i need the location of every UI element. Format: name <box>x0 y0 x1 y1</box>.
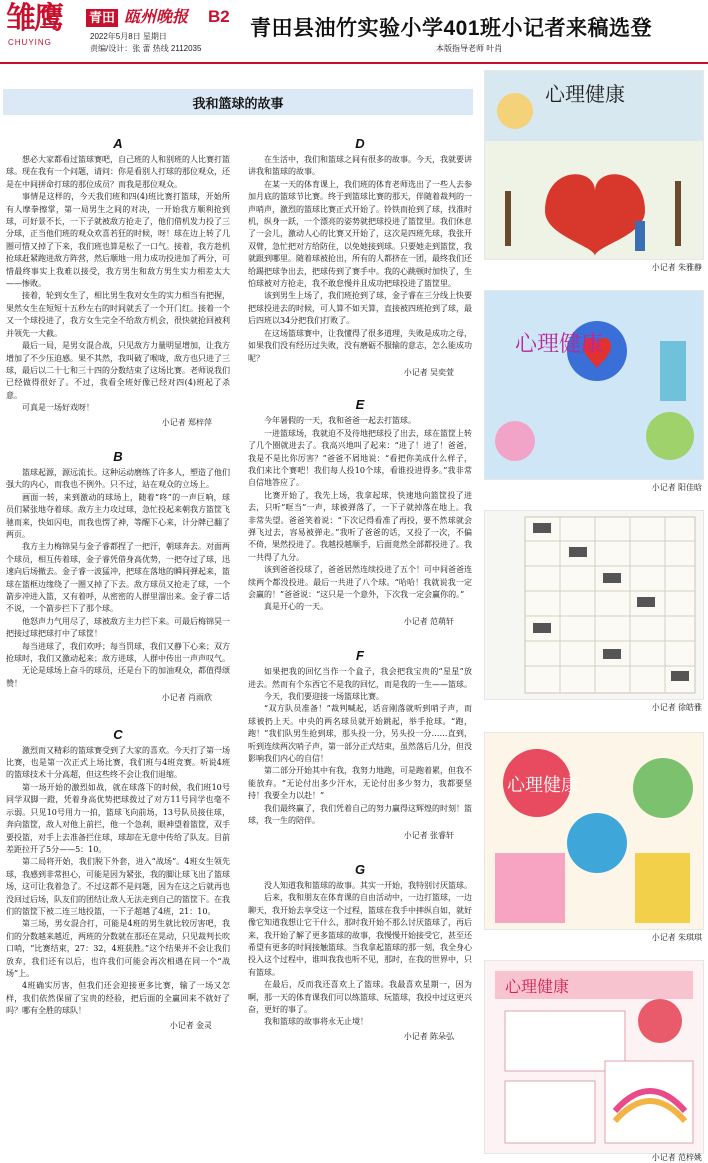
section-byline: 小记者 张睿轩 <box>403 830 454 840</box>
story-section <box>248 397 472 628</box>
artwork-2-text: 心理健康 <box>515 332 604 357</box>
section-paragraph: 我们最终赢了，我们凭着自己的努力赢得这辉煌的时刻！篮球，我一生的陪伴。 <box>248 803 472 826</box>
section-paragraph: 无论是球场上奋斗的球员，还是台下的加油观众，都值得颂赞！ <box>6 666 230 688</box>
artwork-3 <box>484 510 704 700</box>
artwork-5-caption: 小记者 范梓姚 <box>651 1153 702 1162</box>
artwork-4 <box>484 732 704 930</box>
artwork-2-caption: 小记者 阳佳晗 <box>651 483 702 492</box>
artwork-5 <box>484 960 704 1154</box>
section-byline: 小记者 陈朵弘 <box>403 1031 454 1041</box>
section-paragraph: 4班确实厉害，但我们还会迎接更多比赛，输了一场又怎样，我们依然保留了宝贵的经验，把后面的全赢回来不就好了吗？哪有全胜的球队！ <box>6 981 230 1016</box>
section-paragraph: 在某一天的体育课上，我们班的体育老师选出了一些人去参加月底的篮球节比赛。终于到篮球比赛的那天，伴随着裁判的一声哨声，激烈的篮球比赛正式开始了。铃铁而抢到了球，找准时机，纵身一跃，一个漂亮的姿势就把球投进了篮筐里。我们休息了一会儿，激动人心的比赛又开始了，这次是四班先球，我张开双臂，急忙把对方给防住，以免她接到球。只要她走到篮筐，我就跟到哪里。随着球被抢出，所有的人都挤在一团，最终我们还给踢把球争出去，把球传到了赛手中。我的心跳顿时加快了，生怕球被对方抢走，我不敢怠慢并且成功把球投进了篮筐里。 <box>248 179 472 289</box>
logo-pinyin: CHUYING <box>8 38 52 47</box>
artwork-4-text: 心理健康 <box>507 775 579 796</box>
story-title-bar <box>3 89 473 115</box>
section-paragraph: 该到男生上场了，我们班抢到了球，金子睿在三分线上快要把球投进去的时候，可人算不如天算，直接被四班抢到了球，最后四班以34分把我们打败了。 <box>248 291 472 326</box>
section-paragraph: 每当进球了，我们欢呼；每当罚球，我们又静下心来；双方抢球时，我们又激动起来；敌方进球，人群中传出一声声叹气。 <box>6 641 230 664</box>
artwork-2 <box>484 290 704 480</box>
section-paragraph: 想必大家都看过篮球赛吧，自己班的人和别班的人比赛打篮球。现在我有一个问题，请问：你是看别人打球的那位观众，还是在中间拼命打球的那位成员？而我是那位观众。 <box>6 155 230 189</box>
section-byline: 小记者 肖雨欣 <box>161 693 212 703</box>
section-paragraph: 事情是这样的，今天我们班和四(4)班比赛打篮球，开始所有人摩拳擦掌，第一局男生之间的对决，一开始我方顺利抢到球，可好景不长，一下子就被敌方抢走了，他们借机发力投了三分球，正当他们班的观众欢喜若狂的时候，呀！球在边上转了几圈可惜又掉了下来，我们班也算是松了一口气。接着，我方趁机抢球赶紧跑进敌方阵营，然后顺地一用力成功投进加了两分，可惜最终事实上我难以接受，我方男生和敌方男生实力相差太大——惨败。 <box>6 192 230 289</box>
section-paragraph: 如果把我的回忆当作一个盒子，我会把我宝贵的“星星”放进去。然而有个东西它不是我的回忆，而是我的一生——篮球。 <box>248 667 472 689</box>
section-paragraph: 他怒声力气用尽了，球被敌方主力拦下来。可最后梅锦昊一把接过球把球打中了球筐！ <box>6 616 230 639</box>
section-paragraph: 第二局将开始，我们脱下外套，进入“战场”。4班女生领先球，我感到非常担心，可能是因为紧张，我的脚让球飞出了篮球场，这可让我着急了。不过这都不是问题，因为在这之后就再也没回过后场，队友们的团结让敌人无法走到自己的篮筐下。在我们的篮筐下被二连三地投篮，一下子超越了4班，21：10。 <box>6 857 230 916</box>
section-byline: 小记者 吴奕萱 <box>403 367 454 377</box>
section-letter: B <box>113 448 123 464</box>
story-section <box>248 136 472 379</box>
section-letter: C <box>113 726 123 742</box>
section-paragraph: 后来，我和朋友在体育课的自由活动中，一边打篮球，一边聊天，我开始去享受这一个过程，篮球在我手中摔纵自如，就好像它知道我想让它干什么，那时我开始不那么讨厌篮球了，再后来，我开始了解了更多篮球的故事，我慢慢开始接受它，甚至还希望有更多的时间接触篮球。当我拿起篮球的那一刻，我全身心投入这个过程中，谁叫我我也听不见，那时，在我的世界中，只有篮球。 <box>248 893 472 977</box>
issue-date: 2022年5月8日 星期日 <box>90 32 167 41</box>
section-paragraph: 该到爸爸投球了，爸爸居然连续投进了五个！可中间爸爸连续两个都没投进。最后一共进了八个球。“哈哈！我就说我一定会赢的！”爸爸说：“这只是一个意外，下次我一定会赢你的。” <box>248 565 472 599</box>
section-paragraph: 可真是一场好戏呀！ <box>22 403 94 413</box>
section-paragraph: 第二部分开始其中有我，我努力地跑，可是跑着累，但我不能放弃。“无论付出多少汗水，无论付出多少努力，我都要坚持！我要全力以赴！” <box>248 766 472 801</box>
story-section <box>248 648 472 842</box>
section-byline: 小记者 郑梓萍 <box>161 417 212 427</box>
section-byline: 小记者 范萌轩 <box>403 616 454 626</box>
editor-line: 责编/设计：张 蕾 热线 2112035 <box>90 44 202 53</box>
story-section <box>6 727 230 1032</box>
section-paragraph: 激烈而又精彩的篮球赛受到了大家的喜欢。今天打了第一场比赛，也是第一次正式上场比赛，我们班与4班竞赛。听说4班的篮球技术十分高超，但这些终不会让我们退缩。 <box>6 745 230 780</box>
section-paragraph: 篮球起源，源远流长。这种运动磨练了许多人，塑造了他们强大的内心，而我也不例外。只不过，站在观众的立场上。 <box>6 467 230 490</box>
artwork-1-caption: 小记者 朱雅静 <box>651 263 702 272</box>
section-paragraph: 画面一转，来到激动的球场上，随着“咚”的一声巨响，球员们紧张地夺着球。敌方主力攻过球，急忙投起来朝我方篮筐飞驰而来，快如闪电，而我也愣了神，等醒下心来，计分牌已翻了两页。 <box>6 492 230 539</box>
section-paragraph: 在最后，反而我还喜欢上了篮球。我最喜欢星期一，因为啊，那一天的体育课我们可以练篮球、玩篮球，我投中过这更兴奋，更好的事了。 <box>248 980 472 1014</box>
section-paragraph: 在生活中，我们和篮球之间有很多的故事。今天，我就要讲讲我和篮球的故事。 <box>248 155 472 177</box>
section-letter: A <box>113 136 123 151</box>
newspaper-name: 瓯州晚报 <box>124 7 189 26</box>
section-paragraph: 我方主力梅锦昊与金子睿都捏了一把汗，朝球奔去。对面两个球员，相互传着球，金子睿凭借身高优势，一把夺过了球，迅速向后场撤去。金子睿一波猛冲，把球在落地的瞬间弹起来，篮球在篮框边缘绕了一圈又掉了下去。敌方球员又抢走了球，一个箭步冲进入篮，又有着呼，从密密的人群里溜出来。金子睿二话不说，一个箭步拦下了那个球。 <box>6 542 230 614</box>
artwork-1-text: 心理健康 <box>545 82 625 106</box>
section-paragraph: 没人知道我和篮球的故事。其实一开始，我特别讨厌篮球。 <box>264 880 472 890</box>
section-letter: E <box>355 397 365 413</box>
page-headline: 青田县油竹实验小学401班小记者来稿选登 <box>250 17 653 40</box>
section-paragraph: 第一场开始的激烈如战，就在球落下的时候，我们班10号同学双脚一蹬，凭着身高优势把球拨过了对方11号同学也毫不示弱。只见10号用力一拍，篮球飞向前场，13号队员接住球，奔向篮筐，敌人对他上前拦，他一个急刹，眼神望着篮筐，双手要投篮，对手上去准备拦住球，球却在无意中传给了队友。目前差距拉开了5分——5：10。 <box>6 782 230 854</box>
page-code: B2 <box>208 7 230 26</box>
artwork-5-text: 心理健康 <box>505 977 570 996</box>
artwork-3-caption: 小记者 徐皓雅 <box>651 703 702 712</box>
masthead-rule <box>0 62 708 64</box>
section-paragraph: 真是开心的一天。 <box>264 602 328 612</box>
section-byline: 小记者 金灵 <box>169 1020 212 1030</box>
section-paragraph: “双方队员准备！”裁判喊起，话音刚落就听到哨子声，而球被扔上天。中央的两名球员就开始跳起，举手抢球。“跑，跑！”我们队男生抢到球，那头投一分，另头投一分……直到，听到连续两次哨子声，第一部分正式结束，虽然落后几分，但没影响我们内心的自信！ <box>248 704 472 764</box>
section-paragraph: 在这场篮球赛中，让我懂得了很多道理，失败是成功之母，如果我们没有经历过失败，没有磨砺不服输的意志，怎么能成功呢？ <box>248 328 472 363</box>
artwork-1 <box>484 70 704 260</box>
middle-column <box>248 136 472 1043</box>
section-paragraph: 今年暑假的一天，我和爸爸一起去打篮球。 <box>264 416 416 426</box>
brand-box: 青田 <box>86 9 118 27</box>
masthead <box>0 0 708 64</box>
story-section <box>6 136 230 429</box>
section-paragraph: 最后一局，是男女混合战，只见敌方力量明显增加，让我方增加了不少压迫感。果不其然，我叫破了喉咙，敌方也只进了三球，最后以二十七和三十四的分数结束了这场比赛。老师说我们已经做得很好了。不过，我看全班好像已经对四(4)班起了杀意。 <box>6 341 230 400</box>
section-paragraph: 我和篮球的故事将永无止境！ <box>264 1017 368 1027</box>
section-paragraph: 接着，轮到女生了，相比男生我对女生的实力相当有把握，果然女生在短短十五秒左右的时间就丢了一个开门红。接着一个又一个球投进了，我方女生完全不给敌方机会，很快就抢回被利并领先一大截。 <box>6 291 230 338</box>
paper-logo: 雏鹰 <box>6 1 62 36</box>
section-paragraph: 一进篮球场，我就迫不及待地把球投了出去，球在篮筐上转了几个圈就进去了。我高兴地叫了起来：“进了！进了！爸爸，我是不是比你厉害？”爸爸不屑地说：“看把你美成什么样子，我们来比个赛吧！我们每人投10个球，看谁投进得多。”我非常自信地答应了。 <box>248 428 472 488</box>
left-column <box>6 136 230 1032</box>
artwork-4-caption: 小记者 朱琪琪 <box>651 933 702 942</box>
advisor-credit: 本版指导老师 叶肖 <box>436 44 503 53</box>
section-paragraph: 第三场，男女混合打，可能是4班的男生就比较厉害吧，我们的分数越来越近，两班的分数就在那还在晃动，只见裁判长吹口哨，“比赛结束，27：32，4班获胜。”这个结果并不会让我们放弃，我们还有以后，也许我们可能会再次相遇在同一个“战场”上。 <box>6 919 230 978</box>
story-section <box>6 449 230 705</box>
section-letter: D <box>355 136 365 151</box>
section-paragraph: 比赛开始了，我先上场，我拿起球，快速地向篮筐投了进去，只听“哐当”一声，球被弹落了，一下子就掉落在地上。我非常失望。爸爸笑着说：“下次记得看准了再投，要不然球就会弹飞过去，容易被弹走。”我听了爸爸的话，又投了一次，不偏不倚，果然投进了。我越投越顺手，后面竟然全部都投进了。我一共得了九分。 <box>248 490 472 562</box>
story-title: 我和篮球的故事 <box>192 95 284 111</box>
section-letter: G <box>354 861 366 877</box>
story-section <box>248 862 472 1043</box>
section-paragraph: 今天，我们要迎接一场篮球比赛。 <box>264 692 384 702</box>
section-letter: F <box>356 648 364 664</box>
